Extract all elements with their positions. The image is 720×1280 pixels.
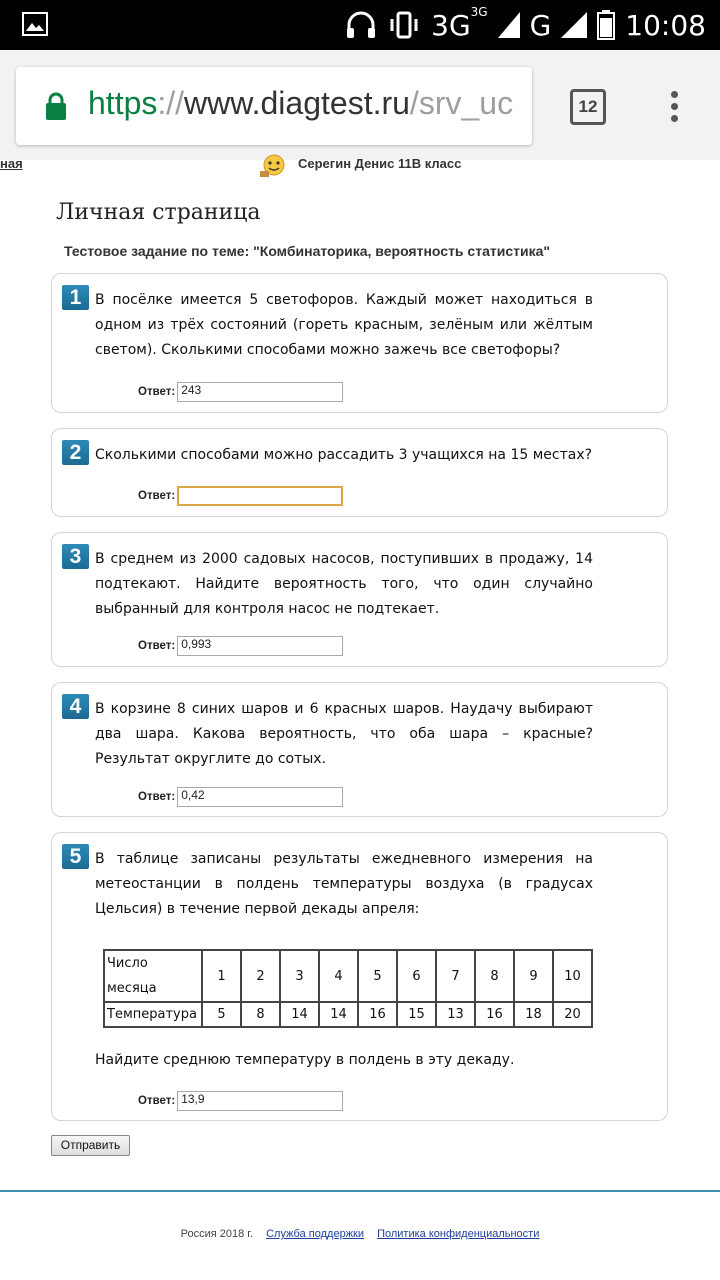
question-text: В среднем из 2000 садовых насосов, поступивших в продажу, 14 подтекают. Найдите вероятность того, что один случайно выбранный для контроля насос не подтекает. — [95, 551, 593, 617]
headphones-icon — [345, 10, 377, 40]
table-cell: 14 — [319, 1002, 358, 1027]
table-cell: 8 — [241, 1002, 280, 1027]
table-row — [104, 950, 592, 1002]
question-card-1 — [51, 273, 668, 413]
network-g-label: G — [529, 8, 552, 42]
table-cell: 1 — [202, 950, 241, 1002]
table-cell: 7 — [436, 950, 475, 1002]
support-link[interactable]: Служба поддержки — [266, 1228, 365, 1240]
address-bar[interactable] — [16, 67, 532, 145]
test-topic: Тестовое задание по теме: "Комбинаторика, вероятность статистика" — [64, 243, 550, 259]
network-3g-label: $3G^{3G}$ — [431, 4, 488, 42]
table-cell: 8 — [475, 950, 514, 1002]
answer-label: Ответ: — [138, 640, 176, 652]
answer-label: Ответ: — [138, 386, 176, 398]
smiley-user-icon — [256, 153, 292, 179]
table-cell: 14 — [280, 1002, 319, 1027]
answer-row — [138, 486, 343, 506]
question-card-2 — [51, 428, 668, 517]
question-text: В таблице записаны результаты ежедневного измерения на метеостанции в полдень температуры воздуха (в градусах Цельсия) в течение первой декады апреля: — [95, 851, 593, 917]
question-followup-text: Найдите среднюю температуру в полдень в эту декаду. — [95, 1052, 515, 1068]
table-cell: 18 — [514, 1002, 553, 1027]
footer — [0, 1228, 720, 1240]
table-header-temperature: Температура — [104, 1002, 202, 1027]
table-cell: 16 — [475, 1002, 514, 1027]
url-text: https://www.diagtest.ru/srv_uc — [88, 85, 514, 121]
answer-input-1[interactable]: 243 — [177, 382, 343, 402]
question-text: Сколькими способами можно рассадить 3 учащихся на 15 местах? — [95, 447, 593, 463]
question-text: В посёлке имеется 5 светофоров. Каждый может находиться в одном из трёх состояний (гореть красным, зелёным или жёлтым светом). Сколькими способами можно зажечь все светофоры? — [95, 292, 593, 358]
image-notification-icon — [22, 12, 48, 36]
table-row — [104, 1002, 592, 1027]
battery-icon — [597, 10, 615, 40]
question-number-badge: 2 — [62, 440, 89, 465]
table-cell: 2 — [241, 950, 280, 1002]
table-cell: 5 — [202, 1002, 241, 1027]
table-cell: 3 — [280, 950, 319, 1002]
table-cell: 9 — [514, 950, 553, 1002]
top-nav-link[interactable]: ная — [0, 156, 23, 171]
user-info — [256, 152, 461, 180]
question-number-badge: 5 — [62, 844, 89, 869]
question-card-4 — [51, 682, 668, 817]
table-cell: 4 — [319, 950, 358, 1002]
question-number-badge: 4 — [62, 694, 89, 719]
question-number-badge: 3 — [62, 544, 89, 569]
answer-row — [138, 382, 343, 402]
signal-icon-2 — [561, 12, 587, 38]
answer-label: Ответ: — [138, 490, 176, 502]
answer-label: Ответ: — [138, 1095, 176, 1107]
question-card-3 — [51, 532, 668, 667]
table-cell: 15 — [397, 1002, 436, 1027]
lock-icon — [44, 91, 68, 121]
table-cell: 16 — [358, 1002, 397, 1027]
vibrate-icon — [387, 10, 421, 40]
user-name: Серегин Денис 11В класс — [298, 155, 462, 171]
answer-input-3[interactable]: 0,993 — [177, 636, 343, 656]
answer-input-2[interactable] — [177, 486, 343, 506]
status-icons — [345, 0, 706, 50]
table-cell: 20 — [553, 1002, 592, 1027]
footer-divider — [0, 1190, 720, 1192]
answer-input-5[interactable]: 13,9 — [177, 1091, 343, 1111]
table-cell: 5 — [358, 950, 397, 1002]
answer-label: Ответ: — [138, 791, 176, 803]
signal-icon-1 — [498, 12, 520, 38]
table-cell: 10 — [553, 950, 592, 1002]
answer-row — [138, 1091, 343, 1111]
table-cell: 6 — [397, 950, 436, 1002]
status-bar — [0, 0, 720, 50]
question-text: В корзине 8 синих шаров и 6 красных шаров. Наудачу выбирают два шара. Какова вероятность, что оба шара – красные? Результат округлите до сотых. — [95, 701, 593, 767]
tab-switcher-button[interactable]: 12 — [570, 89, 606, 125]
table-cell: 13 — [436, 1002, 475, 1027]
submit-button[interactable]: Отправить — [51, 1135, 130, 1156]
question-card-5 — [51, 832, 668, 1121]
answer-input-4[interactable]: 0,42 — [177, 787, 343, 807]
overflow-menu-icon[interactable] — [664, 88, 684, 128]
answer-row — [138, 636, 343, 656]
clock: 10:08 — [625, 8, 706, 42]
copyright-text: Россия 2018 г. — [180, 1228, 254, 1240]
privacy-policy-link[interactable]: Политика конфиденциальности — [377, 1228, 540, 1240]
page-content — [0, 155, 720, 1280]
page-title: Личная страница — [56, 200, 261, 225]
browser-toolbar — [0, 50, 720, 160]
table-header-day: Число месяца — [104, 950, 202, 1002]
answer-row — [138, 787, 343, 807]
temperature-table — [103, 949, 593, 1028]
question-number-badge: 1 — [62, 285, 89, 310]
